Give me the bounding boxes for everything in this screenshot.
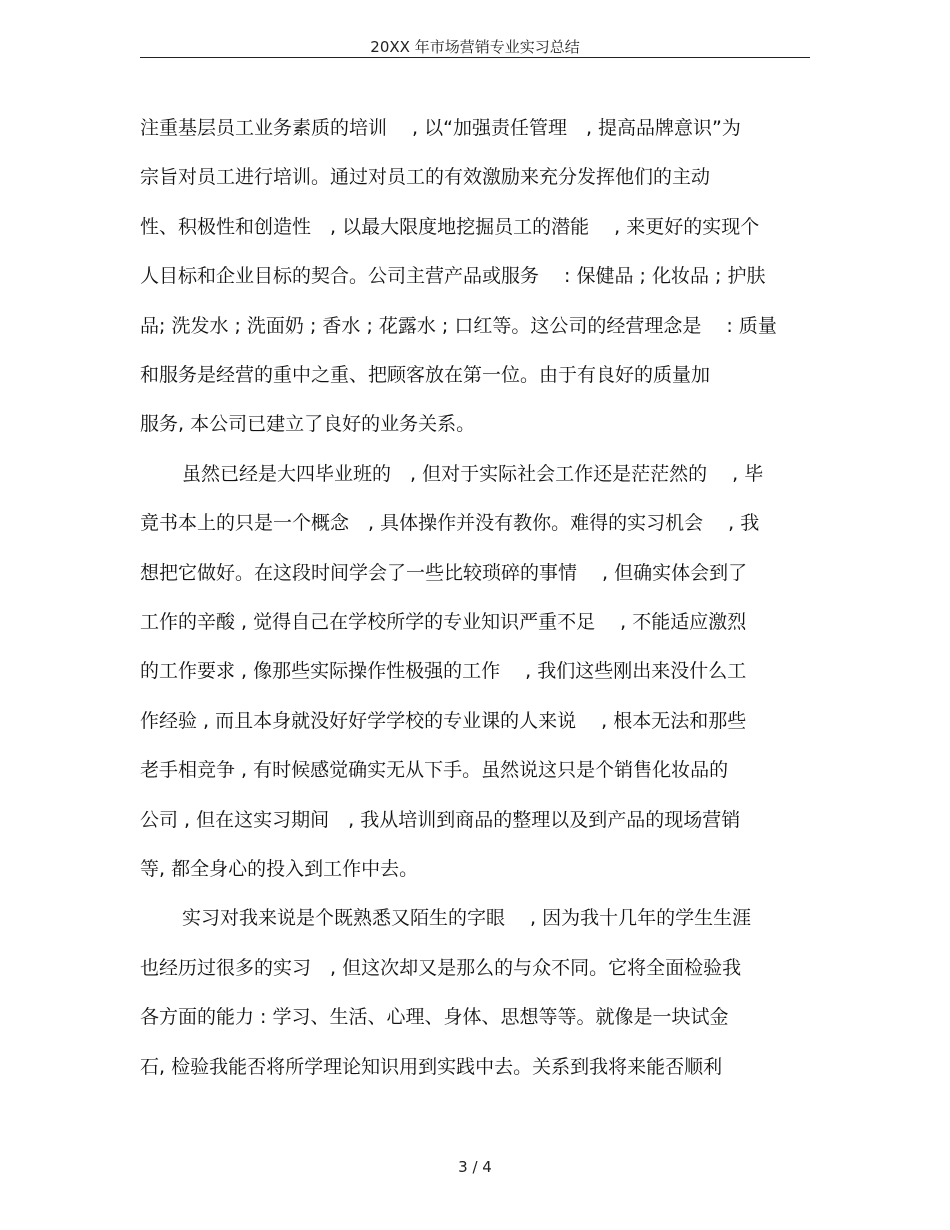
- text-line: 作经验 , 而且本身就没好好学学校的专业课的人来说 , 根本无法和那些: [140, 709, 747, 732]
- text-line: 竟书本上的只是一个概念 , 具体操作并没有教你。难得的实习机会 , 我: [140, 512, 760, 535]
- text-line: 人目标和企业目标的契合。公司主营产品或服务 : 保健品 ; 化妆品 ; 护肤: [140, 265, 766, 288]
- text-line: 等, 都全身心的投入到工作中去。: [140, 858, 419, 880]
- text-line: 工作的辛酸 , 觉得自己在学校所学的专业知识严重不足 , 不能适应激烈: [140, 611, 747, 633]
- text-line: 品; 洗发水 ; 洗面奶 ; 香水 ; 花露水 ; 口红等。这公司的经营理念是 : 质量: [140, 314, 777, 337]
- text-line: 的工作要求 , 像那些实际操作性极强的工作 , 我们这些刚出来没什么工: [140, 660, 747, 683]
- page-number: 3 / 4: [458, 1158, 492, 1176]
- text-line: 和服务是经营的重中之重、把顾客放在第一位。由于有良好的质量加: [140, 364, 711, 386]
- page-header: 20XX 年市场营销专业实习总结: [370, 38, 580, 56]
- text-line: 宗旨对员工进行培训。通过对员工的有效激励来充分发挥他们的主动: [140, 166, 711, 189]
- text-line: 虽然已经是大四毕业班的 , 但对于实际社会工作还是茫茫然的 , 毕: [182, 462, 764, 485]
- text-line: 石, 检验我能否将所学理论知识用到实践中去。关系到我将来能否顺利: [140, 1055, 723, 1078]
- text-line: 注重基层员工业务素质的培训 , 以“加强责任管理 , 提高品牌意识”为: [140, 117, 741, 139]
- text-line: 性、积极性和创造性 , 以最大限度地挖掘员工的潜能 , 来更好的实现个: [140, 215, 760, 238]
- text-line: 想把它做好。在这段时间学会了一些比较琐碎的事情 , 但确实体会到了: [140, 561, 748, 584]
- text-line: 老手相竞争 , 有时候感觉确实无从下手。虽然说这只是个销售化妆品的: [140, 759, 729, 782]
- text-line: 公司 , 但在这实习期间 , 我从培训到商品的整理以及到产品的现场营销: [140, 808, 741, 831]
- header-divider: [140, 57, 810, 58]
- text-line: 也经历过很多的实习 , 但这次却又是那么的与众不同。它将全面检验我: [140, 956, 742, 979]
- text-line: 服务, 本公司已建立了良好的业务关系。: [140, 413, 476, 436]
- text-line: 各方面的能力 : 学习、生活、心理、身体、思想等等。就像是一块试金: [140, 1006, 729, 1029]
- text-line: 实习对我来说是个既熟悉又陌生的字眼 , 因为我十几年的学生生涯: [182, 907, 752, 930]
